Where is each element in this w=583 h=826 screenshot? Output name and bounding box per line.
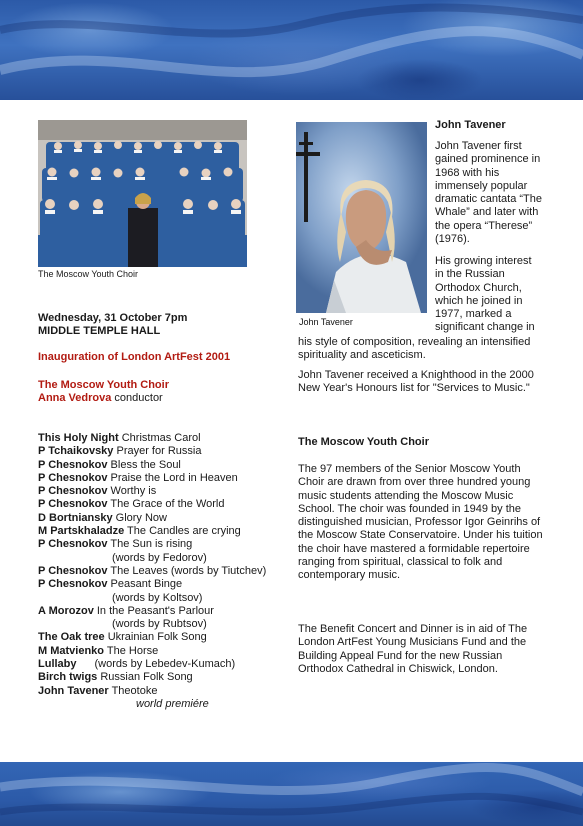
programme-item <box>38 498 278 511</box>
footer-band <box>0 762 583 826</box>
programme-composer: M Partskhaladze <box>38 525 125 538</box>
tavener-paragraph-2-wrap <box>435 255 545 335</box>
programme-composer: P Chesnokov <box>38 578 108 591</box>
event-inauguration: Inauguration of London ArtFest 2001 <box>38 351 231 363</box>
benefit-note: The Benefit Concert and Dinner is in aid of The London ArtFest Young Musicians Fund and the Building Appeal Fund for the new Russian Orthodox Cathedral in Chiswick, London. <box>298 623 528 675</box>
tavener-p2-line: Orthodox Church, <box>435 281 522 294</box>
event-conductor <box>38 392 163 405</box>
programme-work: The Leaves (words by Tiutchev) <box>107 564 267 577</box>
choir-photo-caption: The Moscow Youth Choir <box>38 269 139 279</box>
programme-work: Bless the Soul <box>107 458 181 471</box>
event-date-time: Wednesday, 31 October 7pm <box>38 312 188 324</box>
programme-composer: A Morozov <box>38 604 94 617</box>
programme-composer: P Chesnokov <box>38 564 108 577</box>
programme-item <box>38 538 278 551</box>
programme-item <box>38 645 278 658</box>
event-venue: MIDDLE TEMPLE HALL <box>38 325 161 337</box>
programme-item <box>38 565 278 578</box>
programme-item <box>38 671 278 684</box>
programme-item <box>38 605 278 618</box>
programme-composer: John Tavener <box>38 684 109 697</box>
tavener-p2-line: which he joined in <box>435 294 523 307</box>
programme-work: (words by Lebedev-Kumach) <box>94 658 236 671</box>
programme-work: Russian Folk Song <box>97 671 193 684</box>
programme-list <box>38 432 278 711</box>
programme-work: Praise the Lord in Heaven <box>107 471 238 484</box>
footer-texture <box>0 762 583 826</box>
programme-item <box>38 445 278 458</box>
tavener-paragraph-3: John Tavener received a Knighthood in the 2000 New Year's Honours list for "Services to Music." <box>298 369 534 395</box>
tavener-photo-caption: John Tavener <box>299 317 353 327</box>
programme-item <box>38 432 278 445</box>
tavener-p2-line: His growing interest <box>435 255 532 267</box>
programme-work: The Grace of the World <box>107 498 225 511</box>
programme-note: (words by Rubtsov) <box>112 618 207 631</box>
programme-composer: P Chesnokov <box>38 538 108 551</box>
programme-work: In the Peasant's Parlour <box>93 604 214 617</box>
tavener-illustration <box>296 122 427 313</box>
programme-composer: P Chesnokov <box>38 498 108 511</box>
tavener-paragraph-2-rest: his style of composition, revealing an intensified spirituality and asceticism. <box>298 336 531 362</box>
programme-item <box>38 658 278 671</box>
conductor-role: conductor <box>111 392 163 404</box>
programme-work: Theotoke <box>108 684 158 697</box>
tavener-heading: John Tavener <box>435 119 506 131</box>
tavener-p2-line: 1977, marked a <box>435 308 512 321</box>
header-band <box>0 0 583 100</box>
programme-composer: D Bortniansky <box>38 511 113 524</box>
tavener-paragraph-1: John Tavener first gained prominence in 1968 with his immensely popular dramatic cantata “The Whale” and later with the opera “Therese” (1976). <box>435 140 542 246</box>
programme-composer: P Tchaikovsky <box>38 445 114 458</box>
choir-heading: The Moscow Youth Choir <box>298 436 429 448</box>
tavener-p2-line: in the Russian <box>435 268 505 281</box>
programme-item <box>38 631 278 644</box>
programme-item <box>38 525 278 538</box>
programme-item <box>38 578 278 591</box>
programme-work: The Sun is rising <box>107 538 193 551</box>
programme-item <box>38 472 278 485</box>
programme-item <box>38 685 278 698</box>
programme-work: Glory Now <box>112 511 167 524</box>
programme-work: Worthy is <box>107 485 157 498</box>
choir-body: The 97 members of the Senior Moscow Youth Choir are drawn from over three hundred young music students attending the Moscow Music School. The choir was founded in 1949 by the distinguished musician, Professor Igor Geinrihs of the Moscow State Conservatoire. Under his tuition the choir have mastered a formidable repertoire ranging from spiritual, classical to folk and contemporary music. <box>298 463 543 582</box>
programme-composer: P Chesnokov <box>38 458 108 471</box>
programme-work: The Horse <box>104 644 159 657</box>
programme-work: Peasant Binge <box>107 578 183 591</box>
conductor-name: Anna Vedrova <box>38 392 112 404</box>
programme-note: (words by Koltsov) <box>112 591 203 604</box>
programme-work: Christmas Carol <box>118 432 201 444</box>
programme-composer: M Matvienko <box>38 644 105 657</box>
event-choir-name: The Moscow Youth Choir <box>38 379 169 391</box>
tavener-photo <box>296 122 427 313</box>
programme-item <box>38 459 278 472</box>
tavener-p2-line: significant change in <box>435 321 535 334</box>
programme-composer: P Chesnokov <box>38 485 108 498</box>
programme-composer: P Chesnokov <box>38 471 108 484</box>
programme-composer: This Holy Night <box>38 432 119 444</box>
programme-work: Prayer for Russia <box>113 445 202 458</box>
programme-composer: Birch twigs <box>38 671 98 684</box>
choir-illustration <box>38 120 247 267</box>
programme-item <box>38 512 278 525</box>
programme-note: (words by Fedorov) <box>112 551 207 564</box>
world-premiere: world premiére <box>136 697 209 710</box>
programme-composer: The Oak tree <box>38 631 105 644</box>
programme-item <box>38 485 278 498</box>
choir-photo <box>38 120 247 267</box>
programme-composer: Lullaby <box>38 658 77 671</box>
programme-work: Ukrainian Folk Song <box>104 631 207 644</box>
header-texture <box>0 0 583 100</box>
programme-work: The Candles are crying <box>124 525 241 538</box>
